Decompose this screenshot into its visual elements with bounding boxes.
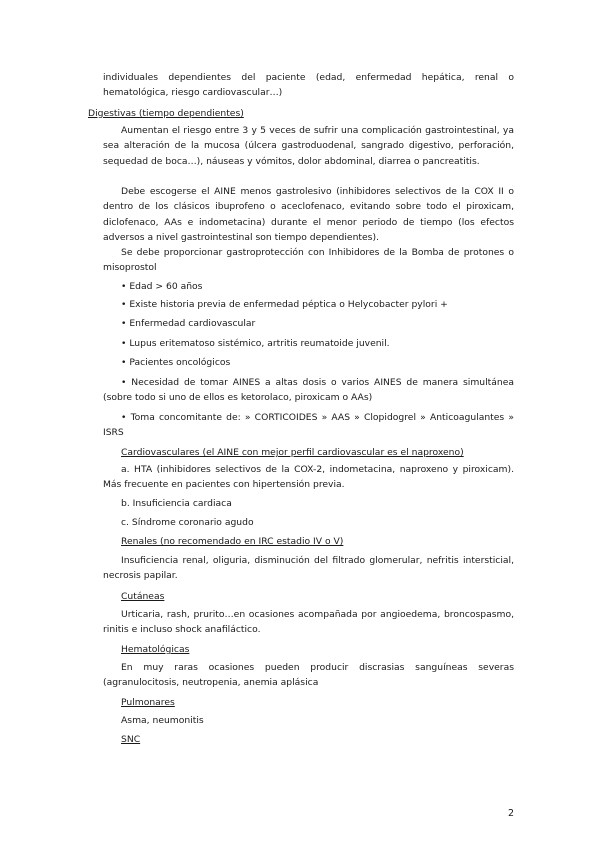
bullet-item: • Lupus eritematoso sistémico, artritis reumatoide juvenil. [121, 336, 514, 351]
bullet-item: • Toma concomitante de: » CORTICOIDES » AAS » Clopidogrel » Anticoagulantes » ISRS [103, 410, 514, 441]
digestivas-paragraph-2: Debe escogerse el AINE menos gastrolesivo (inhibidores selectivos de la COX II o dentro de los clásicos ibuprofeno o aceclofenaco, evitando sobre todo el piroxicam, diclofenaco, AAs e indometacina) durante el menor periodo de tiempo (los efectos adversos a nivel gastrointestinal son tiempo dependientes). [103, 186, 514, 244]
pulmonares-paragraph: Asma, neumonitis [121, 715, 204, 726]
cardio-item-a: a. HTA (inhibidores selectivos de la COX-2, indometacina, naproxeno y piroxicam). Más frecuente en pacientes con hipertensión previa. [103, 464, 514, 491]
hematologicas-heading: Hematológicas [121, 644, 190, 655]
bullet-item: • Pacientes oncológicos [121, 355, 514, 370]
cardiovasculares-heading: Cardiovasculares (el AINE con mejor perfil cardiovascular es el naproxeno) [121, 447, 464, 458]
bullet-item: • Edad > 60 años [121, 279, 514, 294]
cardio-item-c: c. Síndrome coronario agudo [121, 517, 254, 528]
digestivas-paragraph-1: Aumentan el riesgo entre 3 y 5 veces de sufrir una complicación gastrointestinal, ya sea alteración de la mucosa (úlcera gastroduodenal, sangrado digestivo, perforación, sequedad de boca…), náuseas y vómitos, dolor abdominal, diarrea o pancreatitis. [103, 125, 514, 167]
bullet-item: • Necesidad de tomar AINES a altas dosis o varios AINES de manera simultánea (sobre todo si uno de ellos es ketorolaco, piroxicam o AAs) [103, 375, 514, 406]
bullet-item: • Existe historia previa de enfermedad péptica o Helycobacter pylori + [121, 297, 514, 312]
pulmonares-heading: Pulmonares [121, 697, 175, 708]
hematologicas-paragraph: En muy raras ocasiones pueden producir discrasias sanguíneas severas (agranulocitosis, neutropenia, anemia aplásica [103, 662, 514, 689]
snc-heading: SNC [121, 734, 141, 745]
renales-heading: Renales (no recomendado en IRC estadio IV o V) [121, 536, 344, 547]
page-number: 2 [508, 808, 515, 819]
cardio-item-b: b. Insuficiencia cardiaca [121, 498, 232, 509]
cutaneas-paragraph: Urticaria, rash, prurito…en ocasiones acompañada por angioedema, broncospasmo, rinitis e incluso shock anafiláctico. [103, 609, 514, 636]
intro-paragraph: individuales dependientes del paciente (edad, enfermedad hepática, renal o hematológica, riesgo cardiovascular…) [103, 72, 514, 99]
digestivas-heading: Digestivas (tiempo dependientes) [88, 108, 244, 119]
bullet-item: • Enfermedad cardiovascular [121, 316, 514, 331]
renales-paragraph: Insuficiencia renal, oliguria, disminución del filtrado glomerular, nefritis intersticial, necrosis papilar. [103, 555, 514, 582]
cutaneas-heading: Cutáneas [121, 591, 165, 602]
digestivas-paragraph-3: Se debe proporcionar gastroprotección con Inhibidores de la Bomba de protones o misoprostol [103, 247, 514, 274]
